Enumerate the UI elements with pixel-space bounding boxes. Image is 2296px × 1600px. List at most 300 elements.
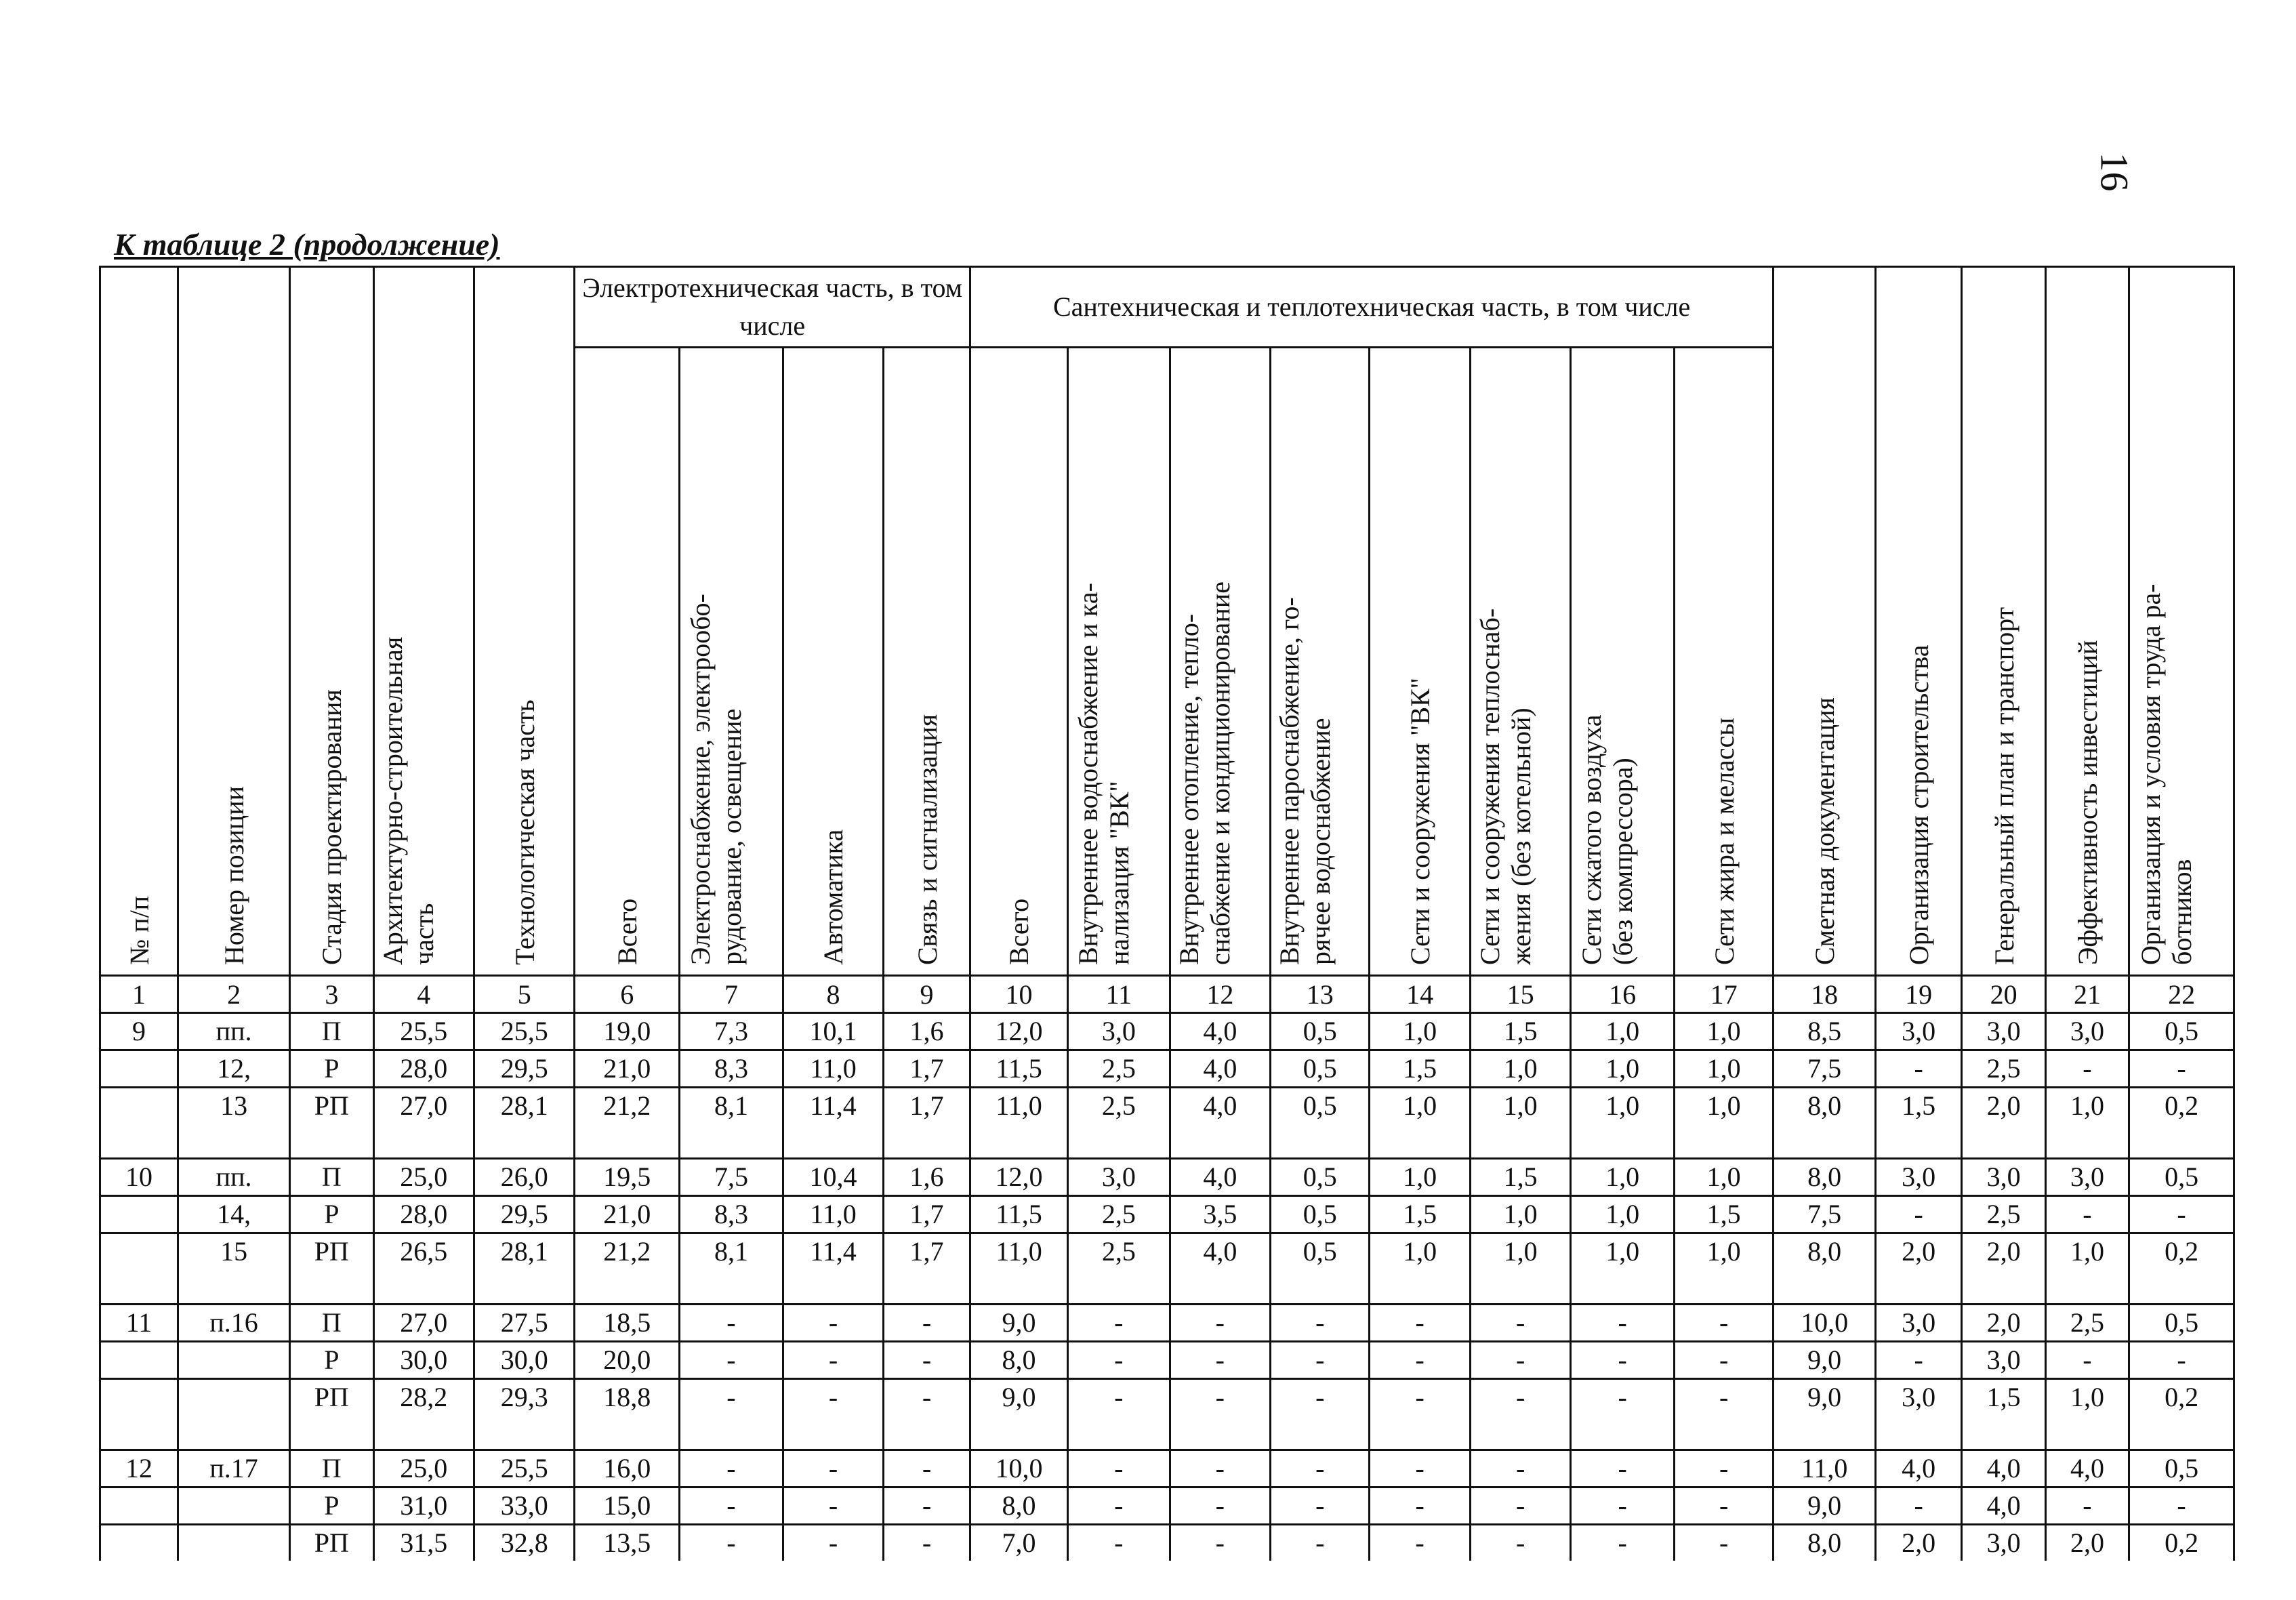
column-header-6: [575, 348, 680, 976]
column-header-label: Номер позиции: [219, 785, 250, 965]
table-cell: 14,: [178, 1196, 289, 1233]
table-cell: -: [1571, 1342, 1675, 1379]
table-cell: 1,0: [1470, 1088, 1570, 1159]
table-cell: 8,5: [1774, 1013, 1876, 1050]
table-cell: -: [1170, 1379, 1270, 1450]
table-cell: 1,5: [1875, 1088, 1962, 1159]
table-cell: 3,0: [2045, 1013, 2129, 1050]
table-cell: -: [884, 1342, 970, 1379]
column-number: 8: [783, 976, 883, 1013]
table-cell: РП: [290, 1379, 373, 1450]
table-cell: 8,0: [1774, 1088, 1876, 1159]
column-header-label: Всего: [612, 898, 643, 965]
table-cell: 29,5: [474, 1050, 574, 1088]
table-cell: -: [1470, 1525, 1570, 1561]
table-cell: 8,1: [680, 1233, 783, 1305]
table-row: [100, 1196, 2234, 1233]
table-cell: 10,4: [783, 1159, 883, 1196]
table-cell: 3,0: [2045, 1159, 2129, 1196]
table-cell: 10,1: [783, 1013, 883, 1050]
table-cell: -: [1068, 1450, 1170, 1488]
table-cell: 8,1: [680, 1088, 783, 1159]
table-cell: -: [1674, 1488, 1773, 1525]
table-cell: [178, 1379, 289, 1450]
data-table: [99, 266, 2235, 1561]
table-cell: 28,0: [373, 1196, 474, 1233]
table-cell: 10: [100, 1159, 178, 1196]
table-cell: [178, 1525, 289, 1561]
table-cell: 8,0: [1774, 1525, 1876, 1561]
table-cell: 0,5: [2129, 1450, 2234, 1488]
table-cell: -: [1370, 1305, 1470, 1342]
column-header-2: [178, 267, 289, 976]
table-cell: 11,4: [783, 1233, 883, 1305]
table-cell: 15,0: [575, 1488, 680, 1525]
table-cell: 1,0: [1571, 1050, 1675, 1088]
table-cell: 8,3: [680, 1050, 783, 1088]
table-cell: 1,6: [884, 1159, 970, 1196]
table-cell: -: [1674, 1450, 1773, 1488]
column-header-20: [1962, 267, 2045, 976]
table-cell: 2,0: [2045, 1525, 2129, 1561]
column-header-11: [1068, 348, 1170, 976]
group-header-sanitary: Сантехническая и теплотехническая часть, в том числе: [970, 267, 1774, 348]
table-cell: 1,0: [1674, 1233, 1773, 1305]
table-cell: 8,3: [680, 1196, 783, 1233]
table-cell: -: [1674, 1342, 1773, 1379]
table-cell: 0,5: [1271, 1013, 1370, 1050]
table-cell: -: [1271, 1450, 1370, 1488]
table-cell: -: [1470, 1488, 1570, 1525]
table-cell: пп.: [178, 1159, 289, 1196]
column-number: 17: [1674, 976, 1773, 1013]
table-cell: 3,0: [1962, 1525, 2045, 1561]
table-cell: -: [1674, 1305, 1773, 1342]
table-cell: 9,0: [1774, 1488, 1876, 1525]
table-cell: 19,0: [575, 1013, 680, 1050]
table-cell: -: [1875, 1196, 1962, 1233]
table-cell: -: [2045, 1050, 2129, 1088]
table-row: [100, 1342, 2234, 1379]
table-cell: -: [1571, 1305, 1675, 1342]
column-header-21: [2045, 267, 2129, 976]
table-cell: 11,5: [970, 1196, 1067, 1233]
table-cell: 12,0: [970, 1013, 1067, 1050]
table-cell: -: [1875, 1342, 1962, 1379]
table-cell: 1,0: [1370, 1013, 1470, 1050]
column-number: 10: [970, 976, 1067, 1013]
column-number: 6: [575, 976, 680, 1013]
table-cell: Р: [290, 1342, 373, 1379]
table-row: [100, 1159, 2234, 1196]
table-cell: 1,0: [2045, 1233, 2129, 1305]
table-cell: -: [1170, 1305, 1270, 1342]
table-cell: -: [1271, 1305, 1370, 1342]
column-header-4: [373, 267, 474, 976]
table-cell: 25,5: [474, 1450, 574, 1488]
table-cell: 7,5: [680, 1159, 783, 1196]
table-cell: 11,0: [970, 1088, 1067, 1159]
table-cell: -: [1674, 1379, 1773, 1450]
table-cell: 13: [178, 1088, 289, 1159]
table-cell: -: [1875, 1050, 1962, 1088]
table-cell: [100, 1379, 178, 1450]
table-cell: -: [680, 1488, 783, 1525]
table-cell: 4,0: [1875, 1450, 1962, 1488]
table-cell: 4,0: [1170, 1233, 1270, 1305]
table-cell: П: [290, 1159, 373, 1196]
table-cell: 2,5: [1068, 1196, 1170, 1233]
table-cell: 11,0: [783, 1050, 883, 1088]
column-header-label: Эффективность инвестиций: [2072, 640, 2103, 965]
table-row: [100, 1450, 2234, 1488]
table-cell: 1,0: [1571, 1088, 1675, 1159]
table-cell: 10,0: [970, 1450, 1067, 1488]
table-cell: -: [1271, 1379, 1370, 1450]
table-cell: 9,0: [970, 1379, 1067, 1450]
table-cell: [100, 1342, 178, 1379]
table-cell: 7,5: [1774, 1050, 1876, 1088]
table-cell: 29,3: [474, 1379, 574, 1450]
column-number: 11: [1068, 976, 1170, 1013]
table-cell: 7,0: [970, 1525, 1067, 1561]
table-cell: 7,5: [1774, 1196, 1876, 1233]
table-cell: 2,0: [1875, 1525, 1962, 1561]
table-cell: 4,0: [1170, 1159, 1270, 1196]
table-cell: -: [1068, 1305, 1170, 1342]
table-cell: 28,1: [474, 1233, 574, 1305]
column-header-16: [1571, 348, 1675, 976]
table-cell: 0,5: [2129, 1305, 2234, 1342]
table-cell: 13,5: [575, 1525, 680, 1561]
table-cell: 4,0: [1962, 1488, 2045, 1525]
table-cell: 28,2: [373, 1379, 474, 1450]
table-cell: 4,0: [1170, 1013, 1270, 1050]
table-cell: -: [783, 1525, 883, 1561]
column-number: 20: [1962, 976, 2045, 1013]
table-cell: -: [1674, 1525, 1773, 1561]
table-cell: 27,0: [373, 1088, 474, 1159]
table-cell: 2,5: [1962, 1050, 2045, 1088]
column-header-label: Сметная документация: [1809, 697, 1841, 965]
table-cell: -: [1470, 1342, 1570, 1379]
table-cell: 9,0: [970, 1305, 1067, 1342]
table-cell: 3,0: [1068, 1013, 1170, 1050]
table-cell: -: [1470, 1450, 1570, 1488]
table-cell: 3,0: [1875, 1305, 1962, 1342]
column-header-19: [1875, 267, 1962, 976]
table-cell: 12,0: [970, 1159, 1067, 1196]
table-cell: -: [884, 1450, 970, 1488]
column-number: 1: [100, 976, 178, 1013]
column-number: 18: [1774, 976, 1876, 1013]
table-row: [100, 1088, 2234, 1159]
table-cell: 4,0: [1170, 1088, 1270, 1159]
table-cell: 33,0: [474, 1488, 574, 1525]
table-cell: -: [1470, 1305, 1570, 1342]
table-row: [100, 1050, 2234, 1088]
table-row: [100, 1488, 2234, 1525]
table-cell: 21,0: [575, 1050, 680, 1088]
table-cell: Р: [290, 1050, 373, 1088]
column-number: 9: [884, 976, 970, 1013]
table-cell: -: [2129, 1196, 2234, 1233]
column-header-label: Связь и сигнализация: [911, 714, 943, 965]
table-cell: 2,5: [1962, 1196, 2045, 1233]
table-cell: -: [1271, 1488, 1370, 1525]
column-header-13: [1271, 348, 1370, 976]
table-cell: 1,0: [1674, 1088, 1773, 1159]
table-cell: 1,5: [1674, 1196, 1773, 1233]
table-cell: -: [680, 1450, 783, 1488]
table-cell: 11: [100, 1305, 178, 1342]
column-number: 13: [1271, 976, 1370, 1013]
table-cell: 1,0: [2045, 1379, 2129, 1450]
column-header-22: [2129, 267, 2234, 976]
table-cell: 31,5: [373, 1525, 474, 1561]
table-cell: Р: [290, 1196, 373, 1233]
table-cell: 4,0: [1170, 1050, 1270, 1088]
column-number: 5: [474, 976, 574, 1013]
column-header-label: Стадия проектирования: [316, 689, 348, 965]
table-cell: 12,: [178, 1050, 289, 1088]
table-cell: -: [2129, 1488, 2234, 1525]
table-cell: [178, 1488, 289, 1525]
table-cell: 2,5: [1068, 1233, 1170, 1305]
column-header-label: Всего: [1004, 898, 1035, 965]
table-cell: [100, 1050, 178, 1088]
column-header-label: Внутреннее отопление, тепло- снабжение и кондиционирование: [1174, 581, 1236, 965]
table-cell: 25,5: [474, 1013, 574, 1050]
table-cell: 1,0: [1571, 1013, 1675, 1050]
table-cell: 1,0: [1571, 1233, 1675, 1305]
column-header-label: № п/п: [123, 895, 155, 965]
table-cell: -: [884, 1305, 970, 1342]
table-cell: 1,0: [2045, 1088, 2129, 1159]
table-cell: 2,0: [1962, 1233, 2045, 1305]
column-header-label: Архитектурно-строительная часть: [377, 636, 440, 965]
table-cell: 30,0: [373, 1342, 474, 1379]
table-cell: П: [290, 1305, 373, 1342]
table-cell: 8,0: [1774, 1159, 1876, 1196]
table-cell: 8,0: [1774, 1233, 1876, 1305]
table-cell: 8,0: [970, 1342, 1067, 1379]
table-cell: 1,0: [1470, 1050, 1570, 1088]
table-cell: 25,0: [373, 1450, 474, 1488]
table-cell: -: [2045, 1196, 2129, 1233]
column-header-label: Электроснабжение, электрообо- рудование, освещение: [684, 594, 747, 965]
column-header-18: [1774, 267, 1876, 976]
table-cell: 9: [100, 1013, 178, 1050]
table-cell: 21,2: [575, 1088, 680, 1159]
table-cell: 3,0: [1962, 1013, 2045, 1050]
table-cell: -: [2129, 1050, 2234, 1088]
table-cell: -: [884, 1379, 970, 1450]
table-cell: 1,7: [884, 1233, 970, 1305]
column-header-label: Сети жира и мелассы: [1708, 717, 1740, 965]
table-cell: П: [290, 1013, 373, 1050]
column-header-12: [1170, 348, 1270, 976]
table-cell: 2,5: [1068, 1088, 1170, 1159]
column-number: 12: [1170, 976, 1270, 1013]
table-cell: 21,2: [575, 1233, 680, 1305]
table-cell: РП: [290, 1525, 373, 1561]
table-cell: 1,0: [1470, 1196, 1570, 1233]
table-cell: 4,0: [2045, 1450, 2129, 1488]
table-cell: -: [1271, 1342, 1370, 1379]
table-cell: 1,5: [1962, 1379, 2045, 1450]
table-cell: -: [1068, 1342, 1170, 1379]
column-header-17: [1674, 348, 1773, 976]
column-header-7: [680, 348, 783, 976]
table-cell: Р: [290, 1488, 373, 1525]
table-cell: 3,0: [1068, 1159, 1170, 1196]
table-cell: РП: [290, 1088, 373, 1159]
table-cell: -: [1370, 1379, 1470, 1450]
table-cell: -: [2045, 1488, 2129, 1525]
column-header-label: Внутреннее водоснабжение и ка- нализация "ВК": [1072, 583, 1134, 965]
column-number-row: [100, 976, 2234, 1013]
table-cell: 26,5: [373, 1233, 474, 1305]
table-cell: [100, 1525, 178, 1561]
table-cell: -: [1170, 1488, 1270, 1525]
table-cell: -: [1170, 1450, 1270, 1488]
table-cell: 0,5: [1271, 1088, 1370, 1159]
table-cell: 1,0: [1470, 1233, 1570, 1305]
table-caption: К таблице 2 (продолжение): [114, 227, 500, 262]
table-cell: РП: [290, 1233, 373, 1305]
column-number: 2: [178, 976, 289, 1013]
column-number: 7: [680, 976, 783, 1013]
column-header-label: Генеральный план и транспорт: [1988, 607, 2020, 965]
table-cell: 19,5: [575, 1159, 680, 1196]
table-cell: -: [783, 1488, 883, 1525]
table-cell: [100, 1196, 178, 1233]
table-cell: -: [1370, 1450, 1470, 1488]
table-cell: 9,0: [1774, 1342, 1876, 1379]
table-cell: 28,0: [373, 1050, 474, 1088]
table-cell: 1,5: [1470, 1159, 1570, 1196]
column-number: 22: [2129, 976, 2234, 1013]
table-cell: 1,0: [1370, 1233, 1470, 1305]
table-cell: -: [1370, 1488, 1470, 1525]
table-cell: -: [783, 1379, 883, 1450]
table-cell: 1,5: [1370, 1050, 1470, 1088]
table-cell: 20,0: [575, 1342, 680, 1379]
table-cell: -: [1875, 1488, 1962, 1525]
table-cell: 1,0: [1370, 1088, 1470, 1159]
column-header-10: [970, 348, 1067, 976]
table-cell: [178, 1342, 289, 1379]
table-cell: 1,5: [1370, 1196, 1470, 1233]
table-cell: -: [1571, 1525, 1675, 1561]
table-cell: 7,3: [680, 1013, 783, 1050]
table-cell: 2,0: [1962, 1305, 2045, 1342]
column-number: 14: [1370, 976, 1470, 1013]
table-cell: -: [680, 1525, 783, 1561]
table-cell: 0,2: [2129, 1379, 2234, 1450]
table-cell: 2,0: [1875, 1233, 1962, 1305]
table-cell: 1,0: [1571, 1159, 1675, 1196]
table-cell: 0,5: [1271, 1196, 1370, 1233]
column-header-label: Сети сжатого воздуха (без компрессора): [1576, 714, 1639, 965]
table-cell: [100, 1233, 178, 1305]
table-cell: -: [1170, 1342, 1270, 1379]
table-cell: -: [783, 1305, 883, 1342]
column-header-9: [884, 348, 970, 976]
table-cell: 3,0: [1962, 1159, 2045, 1196]
table-cell: 0,5: [1271, 1159, 1370, 1196]
table-cell: 1,7: [884, 1050, 970, 1088]
column-header-label: Автоматика: [818, 829, 849, 965]
column-header-label: Организация строительства: [1904, 644, 1935, 965]
table-cell: 25,0: [373, 1159, 474, 1196]
table-cell: пп.: [178, 1013, 289, 1050]
table-cell: 30,0: [474, 1342, 574, 1379]
column-header-5: [474, 267, 574, 976]
table-cell: 0,5: [2129, 1013, 2234, 1050]
table-cell: 2,5: [2045, 1305, 2129, 1342]
column-header-label: Сети и сооружения "ВК": [1405, 677, 1436, 965]
table-cell: П: [290, 1450, 373, 1488]
column-number: 16: [1571, 976, 1675, 1013]
table-cell: 1,7: [884, 1196, 970, 1233]
table-cell: -: [1571, 1450, 1675, 1488]
table-cell: -: [2045, 1342, 2129, 1379]
table-cell: 1,6: [884, 1013, 970, 1050]
table-cell: п.17: [178, 1450, 289, 1488]
table-cell: 26,0: [474, 1159, 574, 1196]
column-number: 3: [290, 976, 373, 1013]
table-cell: 2,5: [1068, 1050, 1170, 1088]
column-header-label: Организация и условия труда ра- ботников: [2135, 583, 2198, 965]
table-cell: 1,0: [1370, 1159, 1470, 1196]
table-cell: 1,0: [1674, 1050, 1773, 1088]
table-cell: -: [1571, 1488, 1675, 1525]
table-cell: -: [783, 1342, 883, 1379]
table-cell: п.16: [178, 1305, 289, 1342]
table-cell: 3,0: [1875, 1379, 1962, 1450]
table-row: [100, 1379, 2234, 1450]
table-cell: 10,0: [1774, 1305, 1876, 1342]
table-cell: 11,5: [970, 1050, 1067, 1088]
table-cell: -: [783, 1450, 883, 1488]
column-header-label: Сети и сооружения теплоснаб- жения (без котельной): [1474, 608, 1536, 965]
table-cell: 0,2: [2129, 1088, 2234, 1159]
table-cell: 32,8: [474, 1525, 574, 1561]
table-cell: -: [1370, 1342, 1470, 1379]
table-cell: -: [680, 1305, 783, 1342]
table-cell: 28,1: [474, 1088, 574, 1159]
table-row: [100, 1233, 2234, 1305]
table-cell: 11,0: [970, 1233, 1067, 1305]
table-cell: 18,5: [575, 1305, 680, 1342]
table-cell: -: [1470, 1379, 1570, 1450]
table-cell: 2,0: [1962, 1088, 2045, 1159]
column-header-label: Технологическая часть: [509, 699, 540, 965]
table-cell: -: [1370, 1525, 1470, 1561]
table-cell: -: [1271, 1525, 1370, 1561]
column-header-3: [290, 267, 373, 976]
column-number: 4: [373, 976, 474, 1013]
table-cell: 1,5: [1470, 1013, 1570, 1050]
table-cell: -: [1068, 1379, 1170, 1450]
table-cell: 9,0: [1774, 1379, 1876, 1450]
table-cell: 15: [178, 1233, 289, 1305]
group-header-electrical: Электротехническая часть, в том числе: [575, 267, 970, 348]
table-cell: 0,2: [2129, 1233, 2234, 1305]
table-cell: 0,5: [1271, 1050, 1370, 1088]
